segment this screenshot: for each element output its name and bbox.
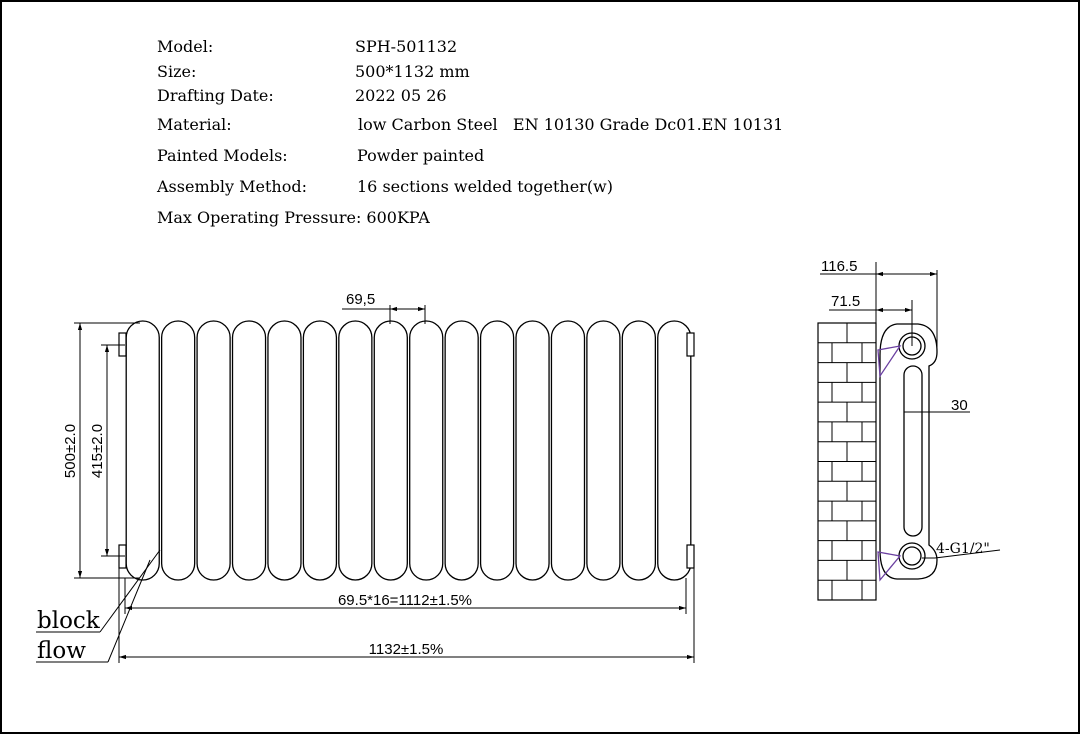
spec-label-drafting-date: Drafting Date: bbox=[157, 86, 274, 105]
radiator-section bbox=[197, 321, 230, 580]
spec-value-material: low Carbon Steel EN 10130 Grade Dc01.EN 10131 bbox=[358, 115, 784, 134]
brick-wall bbox=[818, 323, 876, 600]
spec-label-material: Material: bbox=[157, 115, 232, 134]
spec-label-size: Size: bbox=[157, 62, 197, 81]
wall-offset-dimension-label: 71.5 bbox=[831, 293, 861, 310]
radiator-section bbox=[374, 321, 407, 580]
radiator-section bbox=[126, 321, 159, 580]
radiator-section bbox=[658, 321, 691, 580]
radiator-section bbox=[551, 321, 584, 580]
radiator-section bbox=[516, 321, 549, 580]
spec-label-assembly-method: Assembly Method: bbox=[157, 177, 307, 196]
radiator-section bbox=[622, 321, 655, 580]
radiator-sections bbox=[126, 321, 691, 580]
radiator-section bbox=[481, 321, 514, 580]
radiator-section bbox=[339, 321, 372, 580]
radiator-section bbox=[445, 321, 478, 580]
radiator-section bbox=[410, 321, 443, 580]
radiator-section bbox=[233, 321, 266, 580]
tube-dimension-label: 30 bbox=[951, 397, 968, 414]
front-view bbox=[36, 291, 694, 664]
spec-label-model: Model: bbox=[157, 37, 214, 56]
side-view bbox=[818, 258, 1000, 600]
radiator-section bbox=[162, 321, 195, 580]
radiator-section bbox=[303, 321, 336, 580]
total-width-label: 1132±1.5% bbox=[368, 641, 444, 658]
flow-callout-label: flow bbox=[37, 638, 86, 664]
connection-callout-label: 4-G1/2" bbox=[936, 541, 990, 557]
spec-value-drafting-date: 2022 05 26 bbox=[355, 86, 447, 105]
sections-width-label: 69.5*16=1112±1.5% bbox=[337, 592, 473, 609]
section-pitch-label: 69,5 bbox=[346, 291, 376, 308]
radiator-section bbox=[268, 321, 301, 580]
spec-label-painted-models: Painted Models: bbox=[157, 146, 288, 165]
depth-dimension-label: 116.5 bbox=[821, 258, 858, 275]
block-callout-label: block bbox=[37, 608, 100, 634]
height-dimension-label: 500±2.0 bbox=[62, 423, 79, 479]
radiator-section bbox=[587, 321, 620, 580]
spec-value-model: SPH-501132 bbox=[355, 37, 458, 56]
spec-label-max-pressure: Max Operating Pressure: 600KPA bbox=[157, 208, 430, 227]
spec-value-assembly-method: 16 sections welded together(w) bbox=[357, 177, 613, 196]
spec-value-painted-models: Powder painted bbox=[357, 146, 485, 165]
spec-value-size: 500*1132 mm bbox=[355, 62, 470, 81]
inner-height-dimension-label: 415±2.0 bbox=[89, 423, 106, 479]
